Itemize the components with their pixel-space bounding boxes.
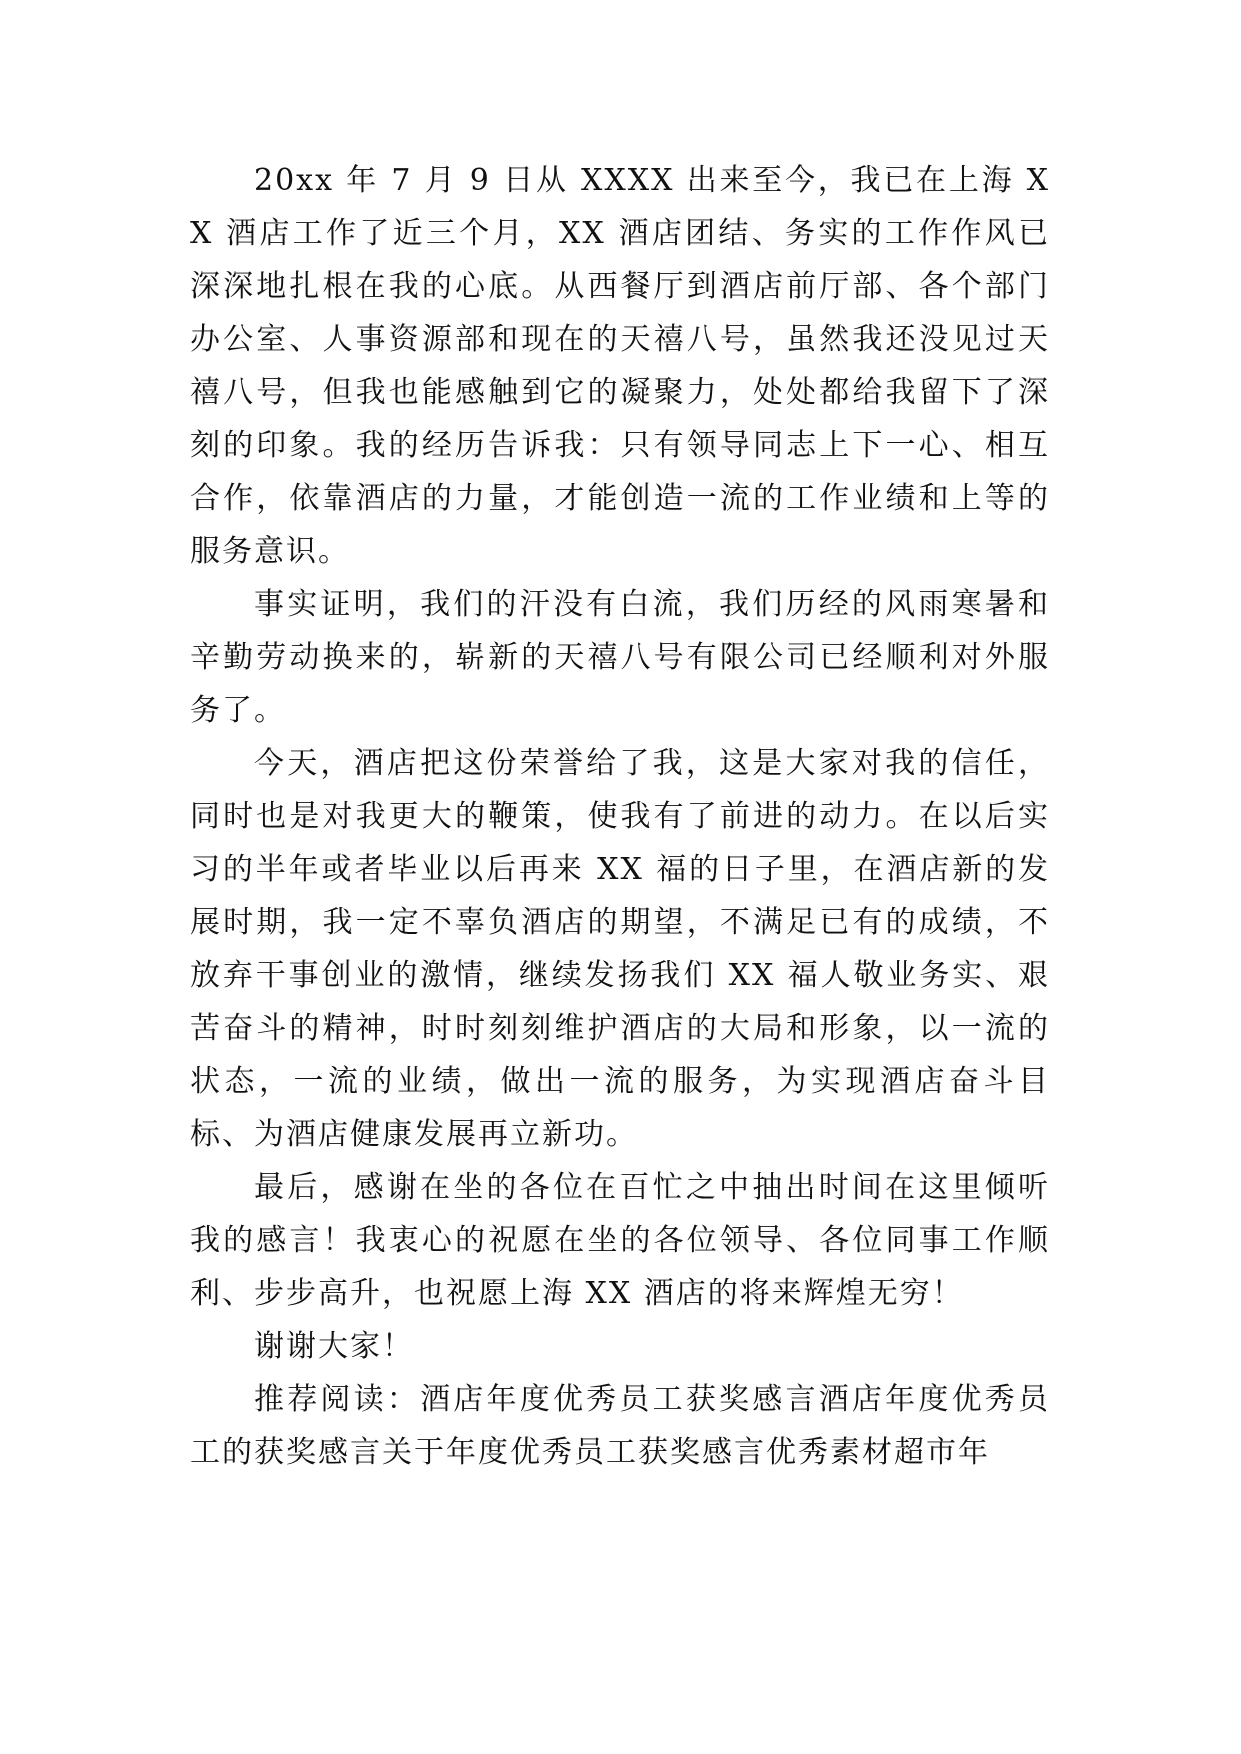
paragraph-fact: 事实证明，我们的汗没有白流，我们历经的风雨寒暑和辛勤劳动换来的，崭新的天禧八号有限公司已经顺利对外服务了。 bbox=[190, 587, 1050, 728]
paragraph-closing: 最后，感谢在坐的各位在百忙之中抽出时间在这里倾听我的感言！我衷心的祝愿在坐的各位领导、各位同事工作顺利、步步高升，也祝愿上海 XX 酒店的将来辉煌无穷！ bbox=[190, 1170, 1050, 1311]
document-page bbox=[190, 154, 1050, 1479]
paragraph-recommended-reading: 推荐阅读：酒店年度优秀员工获奖感言酒店年度优秀员工的获奖感言关于年度优秀员工获奖感言优秀素材超市年 bbox=[190, 1382, 1050, 1470]
paragraph-thanks: 谢谢大家！ bbox=[254, 1329, 414, 1364]
paragraph-today: 今天，酒店把这份荣誉给了我，这是大家对我的信任，同时也是对我更大的鞭策，使我有了前进的动力。在以后实习的半年或者毕业以后再来 XX 福的日子里，在酒店新的发展时期，我一定不辜负酒店的期望，不满足已有的成绩，不放弃干事创业的激情，继续发扬我们 XX 福人敬业务实、艰苦奋斗的精神，时时刻刻维护酒店的大局和形象，以一流的状态，一流的业绩，做出一流的服务，为实现酒店奋斗目标、为酒店健康发展再立新功。 bbox=[190, 746, 1050, 1152]
paragraph-intro: 20xx 年 7 月 9 日从 XXXX 出来至今，我已在上海 XX 酒店工作了近三个月，XX 酒店团结、务实的工作作风已深深地扎根在我的心底。从西餐厅到酒店前厅部、各个部门办公室、人事资源部和现在的天禧八号，虽然我还没见过天禧八号，但我也能感触到它的凝聚力，处处都给我留下了深刻的印象。我的经历告诉我：只有领导同志上下一心、相互合作，依靠酒店的力量，才能创造一流的工作业绩和上等的服务意识。 bbox=[190, 163, 1050, 569]
